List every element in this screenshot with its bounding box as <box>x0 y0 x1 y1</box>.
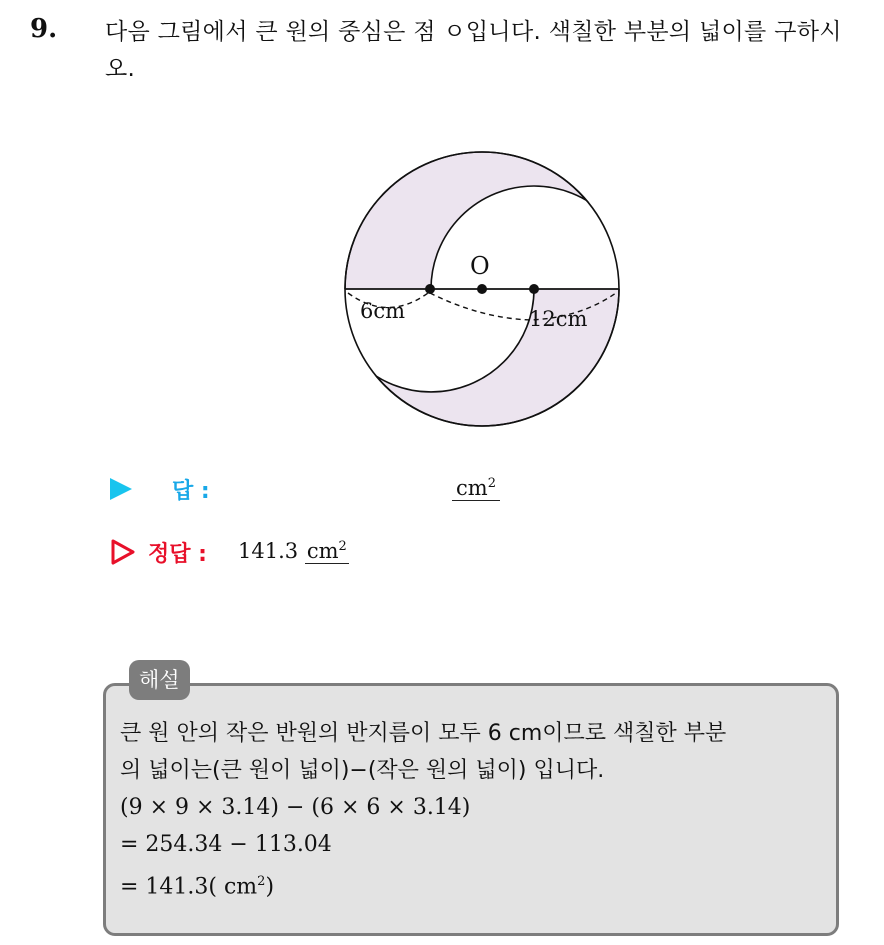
correct-label: 정답 : <box>148 542 207 567</box>
center-label: O <box>470 252 490 280</box>
correct-answer-row <box>110 533 610 573</box>
answer-row <box>110 470 610 510</box>
label-6cm: 6cm <box>360 299 406 323</box>
play-triangle-icon <box>110 478 132 500</box>
question-text: 다음 그림에서 큰 원의 중심은 점 ㅇ입니다. 색칠한 부분의 넓이를 구하시오. <box>105 19 842 82</box>
explanation-line-1: 큰 원 안의 작은 반원의 반지름이 모두 6 cm이므로 색칠한 부분 <box>120 721 727 746</box>
answer-label: 답 : <box>172 479 210 504</box>
explanation-line-3: (9 × 9 × 3.14) − (6 × 6 × 3.14) <box>120 795 471 820</box>
question-number: 9. <box>30 14 58 44</box>
explanation-line-2: 의 넓이는(큰 원이 넓이)−(작은 원의 넓이) 입니다. <box>120 758 605 783</box>
outline-triangle-icon <box>110 539 136 565</box>
explanation-line-4: = 254.34 − 113.04 <box>120 832 332 857</box>
explanation-tag: 해설 <box>129 660 190 700</box>
circle-figure <box>330 140 640 440</box>
answer-blank-unit[interactable]: $cm^2$ <box>452 476 500 501</box>
explanation-text <box>120 715 835 905</box>
point-left <box>425 284 435 294</box>
explanation-line-5: = 141.3( $cm^2$) <box>120 874 275 900</box>
point-right <box>529 284 539 294</box>
label-12cm: 12cm <box>529 307 588 331</box>
correct-value: 141.3 $cm^2$ <box>238 539 347 563</box>
point-center <box>477 284 487 294</box>
